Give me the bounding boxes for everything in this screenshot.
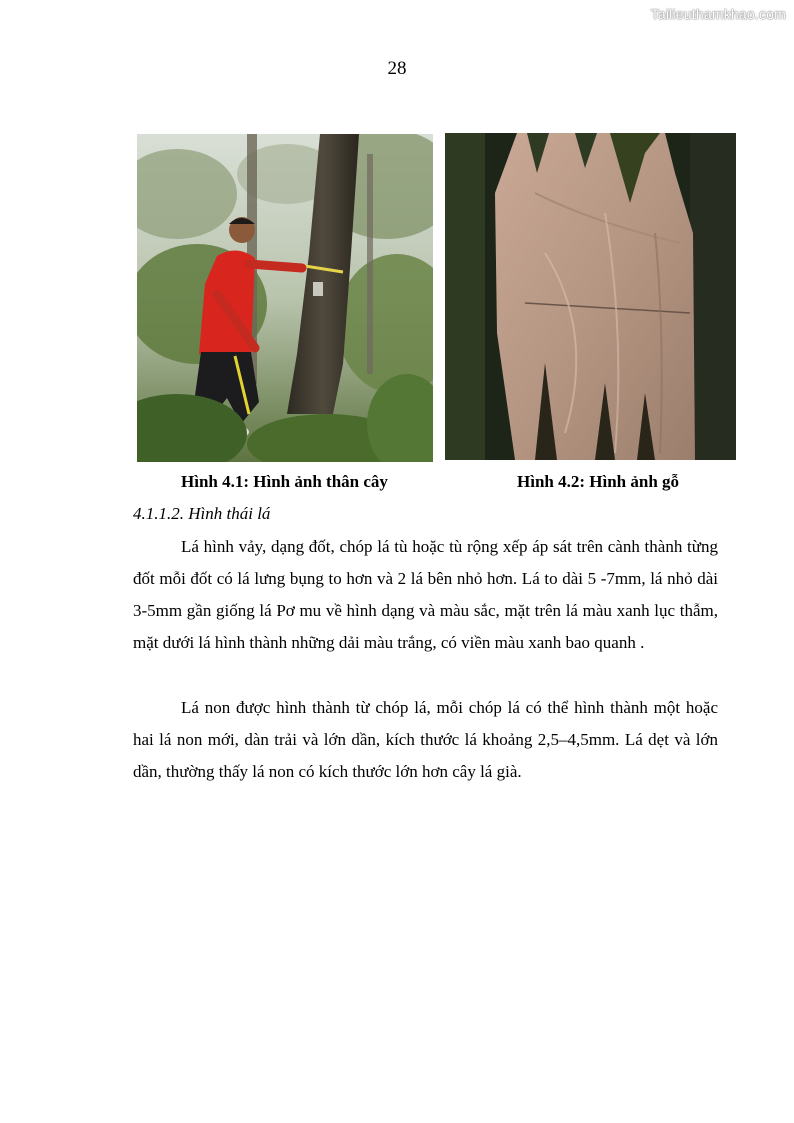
paragraph: Lá non được hình thành từ chóp lá, mỗi chóp lá có thể hình thành một hoặc hai lá non mới, dàn trải và lớn dần, kích thước lá khoảng 2,5–4,5mm. Lá dẹt và lớn dần, thường thấy lá non có kích thước lớn hơn cây lá già. xyxy=(133,698,718,781)
section-heading: 4.1.1.2. Hình thái lá xyxy=(133,504,271,523)
photo-tree-trunk xyxy=(137,134,433,462)
watermark: Tailieuthamkhao.com xyxy=(650,6,786,22)
photo-wood-surface xyxy=(445,133,736,460)
figure-caption-4-1: Hình 4.1: Hình ảnh thân cây xyxy=(181,472,388,491)
page-number: 28 xyxy=(387,58,407,79)
figure-caption-4-2: Hình 4.2: Hình ảnh gỗ xyxy=(517,472,680,491)
paragraph: Lá hình vảy, dạng đốt, chóp lá tù hoặc tù rộng xếp áp sát trên cành thành từng đốt mỗi đốt có lá lưng bụng to hơn và 2 lá bên nhỏ hơn. Lá to dài 5 -7mm, lá nhỏ dài 3-5mm gần giống lá Pơ mu về hình dạng và màu sắc, mặt trên lá màu xanh lục thẫm, mặt dưới lá hình thành những dải màu trắng, có viền màu xanh bao quanh . xyxy=(133,537,718,652)
